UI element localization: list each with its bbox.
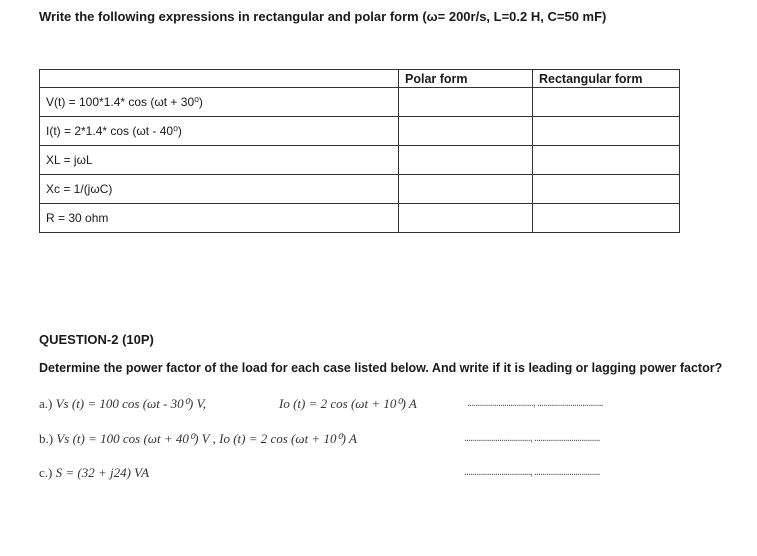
- item-label: b.): [39, 431, 54, 446]
- voltage-expression: Vs (t) = 100 cos (ωt + 40⁰) V ,: [56, 431, 216, 446]
- answer-blank-a[interactable]: ................................, ................................: [467, 397, 603, 409]
- table-row: [40, 146, 680, 175]
- rectangular-answer-cell[interactable]: [533, 117, 680, 146]
- item-label: c.): [39, 465, 53, 480]
- table-row: [40, 117, 680, 146]
- header-rectangular-form: Rectangular form: [533, 70, 680, 88]
- polar-answer-cell[interactable]: [399, 117, 533, 146]
- question-2-title: QUESTION-2 (10P): [39, 332, 154, 347]
- voltage-expression: Vs (t) = 100 cos (ωt - 30⁰) V,: [55, 396, 206, 411]
- rectangular-answer-cell[interactable]: [533, 175, 680, 204]
- rectangular-answer-cell[interactable]: [533, 88, 680, 117]
- polar-answer-cell[interactable]: [399, 204, 533, 233]
- answer-blank-b[interactable]: ................................, ................................: [464, 432, 600, 444]
- polar-answer-cell[interactable]: [399, 88, 533, 117]
- header-polar-form: Polar form: [399, 70, 533, 88]
- rectangular-answer-cell[interactable]: [533, 146, 680, 175]
- table-row: [40, 175, 680, 204]
- polar-answer-cell[interactable]: [399, 175, 533, 204]
- question-item-c: [39, 465, 149, 481]
- question-item-b: [39, 431, 357, 447]
- answer-blank-c[interactable]: ................................, ................................: [464, 466, 600, 478]
- item-label: a.): [39, 396, 53, 411]
- expression-cell: R = 30 ohm: [40, 204, 399, 233]
- page-heading: Write the following expressions in rectangular and polar form (ω= 200r/s, L=0.2 H, C=50 mF): [39, 9, 607, 24]
- rectangular-answer-cell[interactable]: [533, 204, 680, 233]
- current-expression-a: Io (t) = 2 cos (ωt + 10⁰) A: [279, 396, 417, 411]
- table-row: [40, 88, 680, 117]
- expressions-table: [39, 69, 680, 233]
- apparent-power-expression: S = (32 + j24) VA: [55, 465, 150, 480]
- expression-cell: Xc = 1/(jωC): [40, 175, 399, 204]
- expression-cell: V(t) = 100*1.4* cos (ωt + 30⁰): [40, 88, 399, 117]
- header-expression: [40, 70, 399, 88]
- expression-cell: I(t) = 2*1.4* cos (ωt - 40⁰): [40, 117, 399, 146]
- question-item-a: [39, 396, 206, 412]
- expression-cell: XL = jωL: [40, 146, 399, 175]
- current-expression: Io (t) = 2 cos (ωt + 10⁰) A: [219, 431, 357, 446]
- table-row: [40, 204, 680, 233]
- question-2-text: Determine the power factor of the load for each case listed below. And write if it is leading or lagging power factor?: [39, 361, 723, 375]
- polar-answer-cell[interactable]: [399, 146, 533, 175]
- table-header-row: [40, 70, 680, 88]
